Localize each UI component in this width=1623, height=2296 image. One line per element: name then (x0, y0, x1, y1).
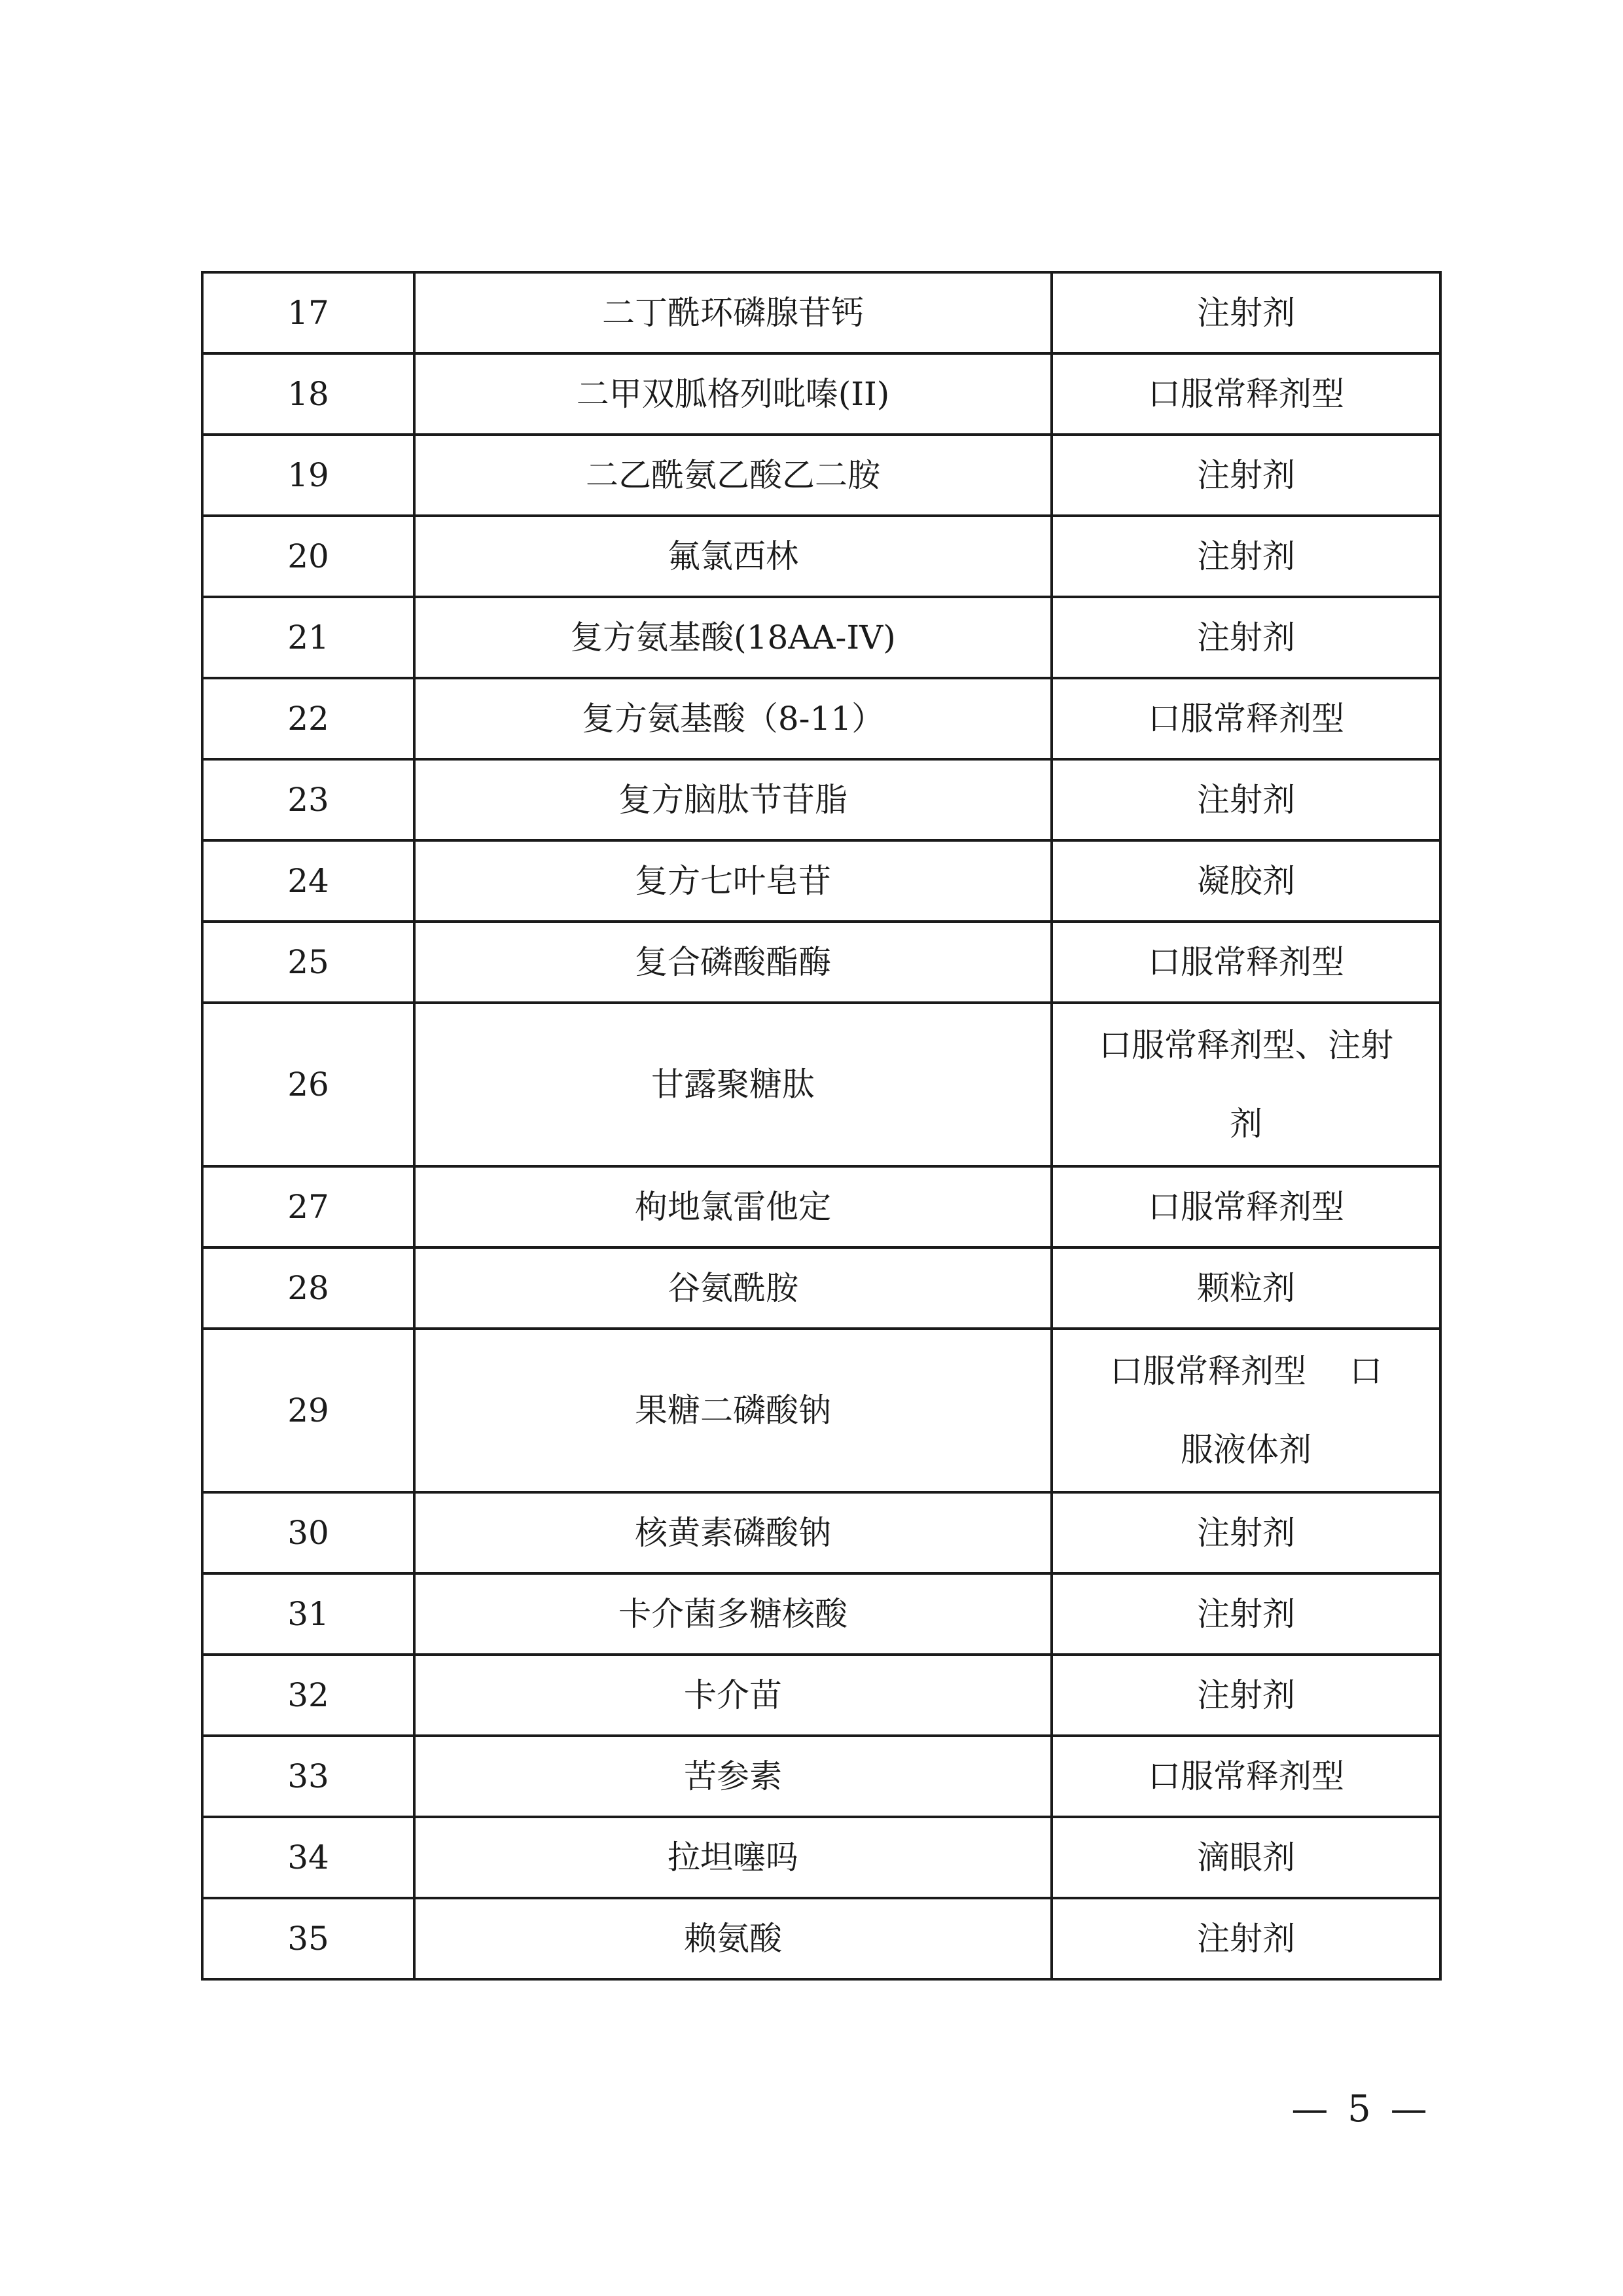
dosage-form-line-1: 口服常释剂型 口 (1110, 1352, 1382, 1390)
drug-name: 苦参素 (414, 1736, 1052, 1817)
dosage-form: 注射剂 (1052, 759, 1440, 840)
drug-name: 复合磷酸酯酶 (414, 922, 1052, 1003)
table-row (202, 1166, 1440, 1247)
page-number: — 5 — (1291, 2088, 1431, 2130)
row-number: 30 (202, 1492, 414, 1573)
table-row (202, 597, 1440, 678)
dosage-form: 口服常释剂型 (1052, 1736, 1440, 1817)
table-row (202, 1573, 1440, 1655)
dosage-form: 滴眼剂 (1052, 1817, 1440, 1898)
row-number: 26 (202, 1003, 414, 1166)
row-number: 31 (202, 1573, 414, 1655)
dosage-form: 颗粒剂 (1052, 1247, 1440, 1329)
dosage-form: 口服常释剂型 (1052, 678, 1440, 759)
dosage-form-line-1: 口服常释剂型、注射 (1099, 1026, 1393, 1064)
drug-name: 二丁酰环磷腺苷钙 (414, 272, 1052, 353)
row-number: 17 (202, 272, 414, 353)
drug-name: 核黄素磷酸钠 (414, 1492, 1052, 1573)
drug-name: 氟氯西林 (414, 516, 1052, 597)
table-row (202, 272, 1440, 353)
table-row (202, 678, 1440, 759)
table-row (202, 840, 1440, 922)
drug-name: 卡介苗 (414, 1655, 1052, 1736)
dosage-form: 口服常释剂型 (1052, 922, 1440, 1003)
table-row (202, 1329, 1440, 1492)
dosage-form: 注射剂 (1052, 1573, 1440, 1655)
table-row (202, 516, 1440, 597)
row-number: 23 (202, 759, 414, 840)
drug-name: 拉坦噻吗 (414, 1817, 1052, 1898)
table-row (202, 922, 1440, 1003)
dosage-form: 注射剂 (1052, 597, 1440, 678)
drug-name: 枸地氯雷他定 (414, 1166, 1052, 1247)
row-number: 24 (202, 840, 414, 922)
dosage-form: 口服常释剂型 (1052, 1166, 1440, 1247)
dosage-form: 口服常释剂型 (1052, 353, 1440, 435)
drug-table-body (202, 272, 1440, 1979)
dosage-form: 注射剂 (1052, 272, 1440, 353)
row-number: 19 (202, 435, 414, 516)
drug-name: 赖氨酸 (414, 1898, 1052, 1979)
table-row (202, 435, 1440, 516)
table-row (202, 1247, 1440, 1329)
dosage-form (1052, 1003, 1440, 1166)
row-number: 35 (202, 1898, 414, 1979)
drug-name: 二乙酰氨乙酸乙二胺 (414, 435, 1052, 516)
row-number: 29 (202, 1329, 414, 1492)
table-row (202, 1817, 1440, 1898)
row-number: 28 (202, 1247, 414, 1329)
dosage-form: 注射剂 (1052, 516, 1440, 597)
row-number: 22 (202, 678, 414, 759)
dosage-form-line-2: 剂 (1230, 1105, 1262, 1143)
table-row (202, 1736, 1440, 1817)
drug-name: 二甲双胍格列吡嗪(II) (414, 353, 1052, 435)
dosage-form: 凝胶剂 (1052, 840, 1440, 922)
dosage-form-line-2: 服液体剂 (1181, 1431, 1311, 1469)
row-number: 34 (202, 1817, 414, 1898)
drug-name: 复方氨基酸（8-11） (414, 678, 1052, 759)
drug-name: 复方氨基酸(18AA-IV) (414, 597, 1052, 678)
dosage-form: 注射剂 (1052, 1655, 1440, 1736)
row-number: 32 (202, 1655, 414, 1736)
row-number: 33 (202, 1736, 414, 1817)
dosage-form (1052, 1329, 1440, 1492)
drug-name: 甘露聚糖肽 (414, 1003, 1052, 1166)
row-number: 27 (202, 1166, 414, 1247)
table-row (202, 1492, 1440, 1573)
row-number: 21 (202, 597, 414, 678)
table-row (202, 1655, 1440, 1736)
dosage-form: 注射剂 (1052, 435, 1440, 516)
drug-name: 复方七叶皂苷 (414, 840, 1052, 922)
drug-name: 果糖二磷酸钠 (414, 1329, 1052, 1492)
drug-list-table (201, 271, 1442, 1981)
table-row (202, 353, 1440, 435)
drug-name: 卡介菌多糖核酸 (414, 1573, 1052, 1655)
dosage-form: 注射剂 (1052, 1492, 1440, 1573)
table-row (202, 759, 1440, 840)
table-row (202, 1003, 1440, 1166)
drug-name: 谷氨酰胺 (414, 1247, 1052, 1329)
dosage-form: 注射剂 (1052, 1898, 1440, 1979)
table-row (202, 1898, 1440, 1979)
row-number: 18 (202, 353, 414, 435)
drug-name: 复方脑肽节苷脂 (414, 759, 1052, 840)
row-number: 25 (202, 922, 414, 1003)
row-number: 20 (202, 516, 414, 597)
